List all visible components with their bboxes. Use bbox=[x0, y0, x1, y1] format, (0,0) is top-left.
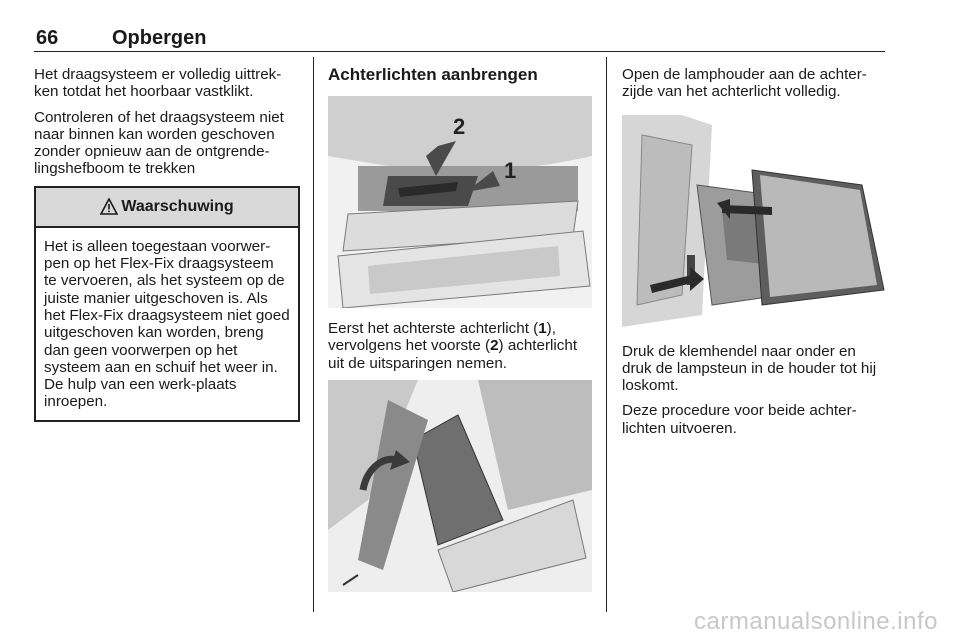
warning-triangle-icon bbox=[100, 198, 118, 215]
paragraph-open-lamp-holder: Open de lamphouder aan de achter-zijde van het achterlicht volledig. bbox=[622, 66, 867, 101]
column-divider-2 bbox=[606, 57, 607, 612]
column-1 bbox=[34, 66, 300, 422]
section-heading: Achterlichten aanbrengen bbox=[328, 65, 538, 84]
caption-part: ), vervolgens het voorste ( bbox=[328, 320, 556, 355]
column-3 bbox=[622, 66, 886, 445]
figure-label-1: 1 bbox=[504, 158, 517, 183]
tail-light-removal-figure bbox=[328, 96, 592, 308]
page-header bbox=[34, 27, 885, 52]
caption-ref-1: 1 bbox=[538, 320, 547, 337]
lamp-holder-figure bbox=[328, 380, 592, 592]
caption-remove-lights bbox=[328, 320, 592, 372]
warning-header bbox=[36, 188, 298, 228]
paragraph-extend-carrier: Het draagsysteem er volledig uittrek-ken totdat het hoorbaar vastklikt. bbox=[34, 66, 282, 101]
warning-box bbox=[34, 186, 300, 422]
paragraph-check-carrier: Controleren of het draagsysteem niet naar binnen kan worden geschoven zonder opnieuw aan de ontgrende-lingshefboom te trekken bbox=[34, 108, 284, 178]
column-divider-1 bbox=[313, 57, 314, 612]
lamp-support-figure bbox=[622, 115, 886, 327]
paragraph-press-lever: Druk de klemhendel naar onder en druk de lampsteun in de houder tot hij loskomt. bbox=[622, 342, 877, 395]
watermark: carmanualsonline.info bbox=[694, 608, 938, 635]
figure-label-2: 2 bbox=[453, 114, 466, 139]
page-number: 66 bbox=[36, 27, 59, 49]
caption-part: ) achterlicht uit de uitsparingen nemen. bbox=[328, 337, 578, 372]
column-2 bbox=[328, 66, 592, 592]
warning-text: Het is alleen toegestaan voorwer-pen op het Flex-Fix draagsysteem te vervoeren, als het systeem op de juiste manier uitgeschoven is. Als het Flex-Fix draagsysteem niet goed uitgeschoven kan worden, breng dan geen voorwerpen op het systeem aan en schuif het weer in. De hulp van een werk-plaats inroepen. bbox=[44, 237, 290, 411]
paragraph-repeat-procedure: Deze procedure voor beide achter-lichten uitvoeren. bbox=[622, 402, 857, 437]
caption-ref-2: 2 bbox=[490, 337, 499, 355]
caption-part: Eerst het achterste achterlicht ( bbox=[328, 320, 539, 337]
page-title: Opbergen bbox=[112, 27, 207, 49]
warning-title: Waarschuwing bbox=[121, 198, 234, 216]
